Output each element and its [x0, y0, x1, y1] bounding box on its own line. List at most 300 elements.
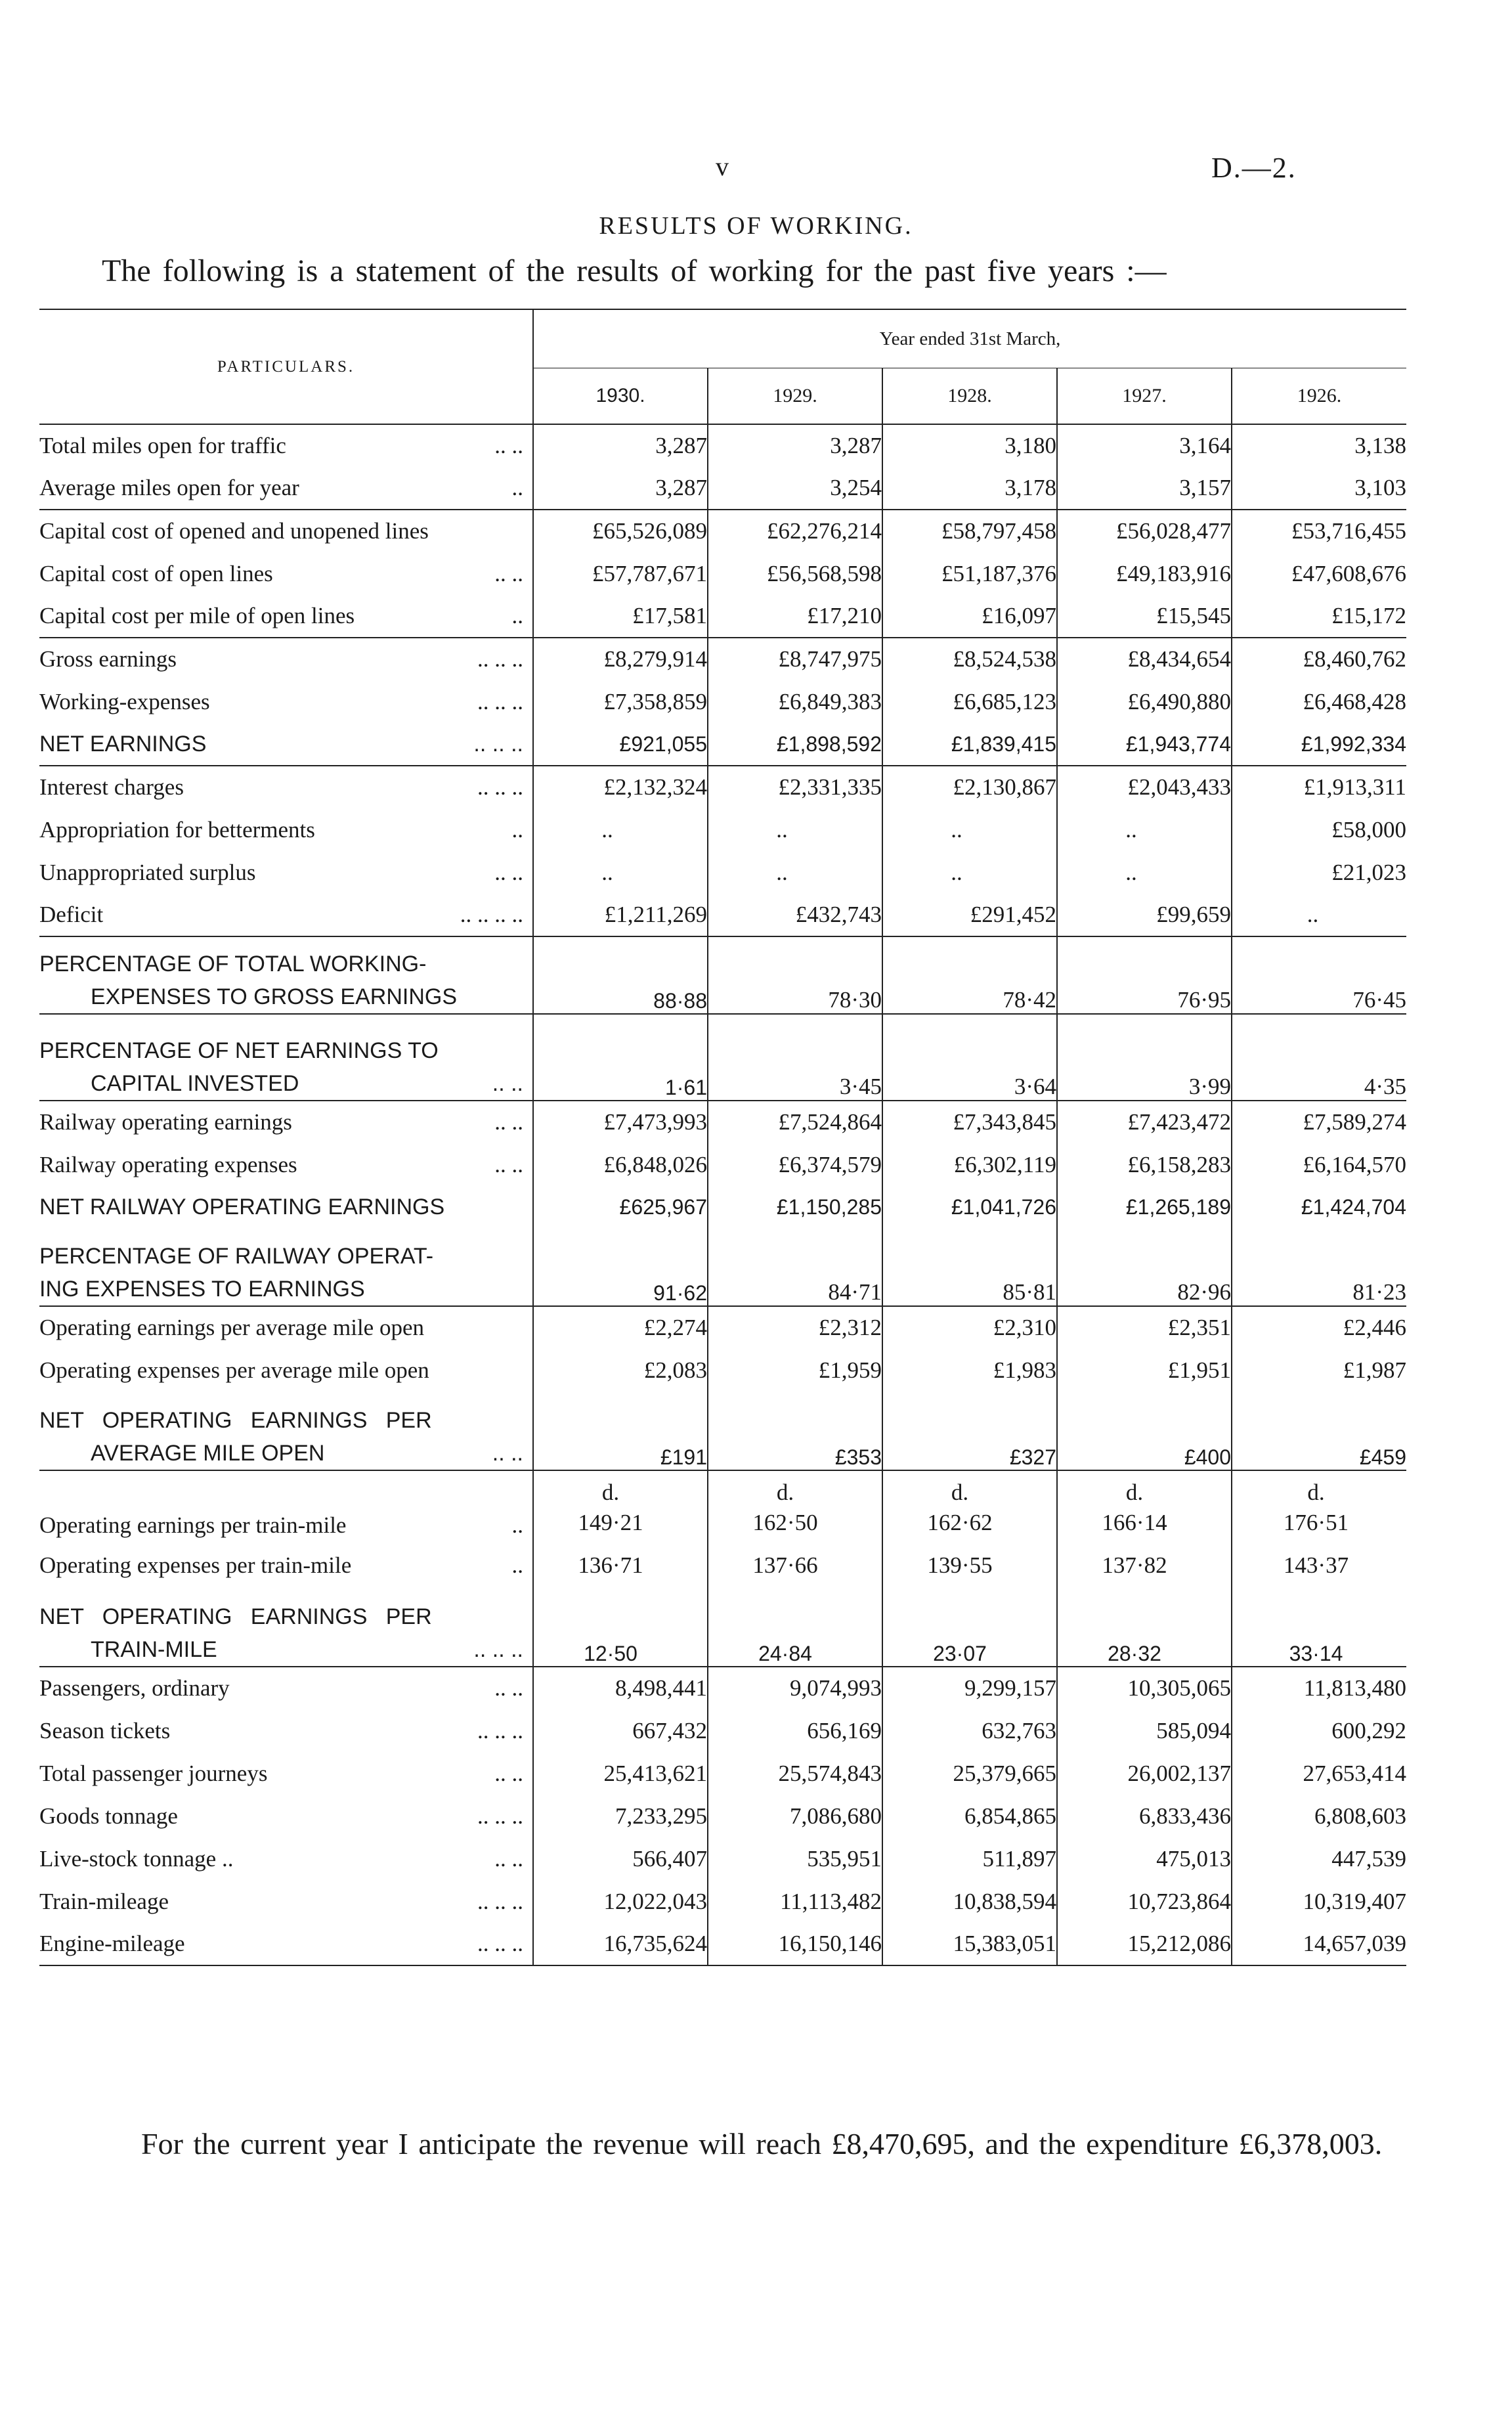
cell-1927: £2,351 [1057, 1306, 1232, 1349]
cell-1930: 91·62 [533, 1229, 708, 1306]
row-label-text: Capital cost of open lines [39, 560, 273, 586]
cell-1927: 26,002,137 [1057, 1752, 1232, 1795]
table-row [39, 1349, 1406, 1392]
cell-1929: £8,747,975 [708, 638, 882, 680]
cell-1929: 9,074,993 [708, 1667, 882, 1709]
table-row [39, 1752, 1406, 1795]
table-row [39, 1229, 1406, 1306]
row-label-text: Passengers, ordinary [39, 1675, 230, 1701]
row-label-text: Train-mileage [39, 1888, 169, 1914]
cell-1926: £15,172 [1232, 595, 1406, 638]
row-label-text: Operating earnings per average mile open [39, 1315, 424, 1340]
cell-1928: 85·81 [882, 1229, 1057, 1306]
cell-1930: 88·88 [533, 936, 708, 1014]
table-row [39, 1544, 1406, 1587]
row-label-text: Gross earnings [39, 646, 177, 672]
cell-1930: 566,407 [533, 1837, 708, 1880]
cell-1930: 1·61 [533, 1014, 708, 1101]
cell-1930: .. [533, 851, 708, 894]
cell-1928 [882, 1470, 1057, 1544]
row-label [39, 1667, 533, 1709]
row-label [39, 1306, 533, 1349]
cell-1926: 4·35 [1232, 1014, 1406, 1101]
cell-1928: 511,897 [882, 1837, 1057, 1880]
cell-1928: £8,524,538 [882, 638, 1057, 680]
cell-1930: 25,413,621 [533, 1752, 708, 1795]
cell-1930: £8,279,914 [533, 638, 708, 680]
row-label [39, 595, 533, 638]
row-label-text: Operating expenses per average mile open [39, 1357, 429, 1383]
row-label [39, 808, 533, 851]
cell-1927: £2,043,433 [1057, 766, 1232, 808]
table-row [39, 808, 1406, 851]
leader-dots: .. .. [494, 1845, 523, 1872]
table-row [39, 510, 1406, 552]
table-row [39, 1101, 1406, 1143]
row-label-text: Capital cost per mile of open lines [39, 603, 355, 628]
cell-1928: 139·55 [882, 1544, 1057, 1587]
cell-1928: £6,302,119 [882, 1143, 1057, 1186]
cell-1930: £2,132,324 [533, 766, 708, 808]
row-label-text: Season tickets [39, 1717, 171, 1743]
row-label-line2-text: CAPITAL INVESTED [91, 1071, 299, 1096]
row-label [39, 1795, 533, 1837]
row-label [39, 1923, 533, 1965]
cell-1928: 10,838,594 [882, 1880, 1057, 1923]
cell-1926: .. [1232, 894, 1406, 936]
leader-dots: .. .. [492, 1071, 523, 1096]
table-row [39, 638, 1406, 680]
row-label-text: Goods tonnage [39, 1803, 178, 1829]
cell-1929: £56,568,598 [708, 552, 882, 595]
cell-1930 [533, 1470, 708, 1544]
leader-dots: .. .. .. .. [460, 902, 523, 927]
row-label [39, 510, 533, 552]
cell-1930: 3,287 [533, 424, 708, 467]
cell-1928: £2,310 [882, 1306, 1057, 1349]
cell-1929: £7,524,864 [708, 1101, 882, 1143]
cell-1928: £1,839,415 [882, 723, 1057, 766]
cell-1926: £21,023 [1232, 851, 1406, 894]
cell-1929: £353 [708, 1392, 882, 1470]
table-row [39, 1923, 1406, 1965]
cell-1930: £921,055 [533, 723, 708, 766]
row-label [39, 1544, 533, 1587]
cell-1928: 25,379,665 [882, 1752, 1057, 1795]
cell-1929: 535,951 [708, 1837, 882, 1880]
row-label-line2: ING EXPENSES TO EARNINGS [39, 1277, 365, 1302]
cell-1930: 12,022,043 [533, 1880, 708, 1923]
cell-1928: 23·07 [882, 1587, 1057, 1667]
results-table [39, 309, 1406, 1966]
leader-dots: .. .. .. [477, 1931, 523, 1956]
cell-1929: 25,574,843 [708, 1752, 882, 1795]
row-label-text: Engine-mileage [39, 1931, 185, 1956]
cell-1930: £65,526,089 [533, 510, 708, 552]
year-header: 1930. [533, 368, 708, 425]
table-row [39, 595, 1406, 638]
closing-paragraph: For the current year I anticipate the revenue will reach £8,470,695, and the expenditure £6,378,003. [141, 2127, 1383, 2160]
table-row [39, 1587, 1406, 1667]
row-label [39, 552, 533, 595]
row-label [39, 424, 533, 467]
row-label-text: Unappropriated surplus [39, 859, 256, 885]
cell-1930: 7,233,295 [533, 1795, 708, 1837]
leader-dots: .. [511, 1512, 523, 1538]
cell-1929: 16,150,146 [708, 1923, 882, 1965]
cell-1927: 137·82 [1057, 1544, 1232, 1587]
leader-dots: .. .. .. [477, 1888, 523, 1914]
row-label-text: Live-stock tonnage .. [39, 1845, 234, 1872]
table-row [39, 1880, 1406, 1923]
row-label-text: Deficit [39, 902, 104, 927]
cell-1927: £56,028,477 [1057, 510, 1232, 552]
leader-dots: .. .. .. [477, 1803, 523, 1829]
cell-1930: £7,473,993 [533, 1101, 708, 1143]
cell-1928: £51,187,376 [882, 552, 1057, 595]
row-label-text: Appropriation for betterments [39, 816, 315, 843]
cell-1927: 10,723,864 [1057, 1880, 1232, 1923]
leader-dots: .. .. [494, 1675, 523, 1701]
cell-1927: 585,094 [1057, 1709, 1232, 1752]
cell-1929: £432,743 [708, 894, 882, 936]
cell-1927: £400 [1057, 1392, 1232, 1470]
table-row [39, 1014, 1406, 1101]
cell-1927: 3·99 [1057, 1014, 1232, 1101]
leader-dots: .. .. [494, 433, 523, 458]
cell-1929: 3,254 [708, 467, 882, 510]
leader-dots: .. .. .. [477, 1717, 523, 1743]
cell-1927: £6,490,880 [1057, 680, 1232, 723]
row-label [39, 851, 533, 894]
cell-1930: .. [533, 808, 708, 851]
cell-1926: £1,987 [1232, 1349, 1406, 1392]
cell-1930: £17,581 [533, 595, 708, 638]
cell-1926: £53,716,455 [1232, 510, 1406, 552]
leader-dots: .. [511, 475, 523, 500]
cell-value: 162·50 [752, 1509, 818, 1535]
cell-1929: £17,210 [708, 595, 882, 638]
row-label-text: Railway operating earnings [39, 1109, 292, 1135]
pence-unit: d. [1125, 1479, 1144, 1505]
cell-1926: 11,813,480 [1232, 1667, 1406, 1709]
cell-1928: .. [882, 851, 1057, 894]
year-header: 1928. [882, 368, 1057, 425]
cell-1928: £291,452 [882, 894, 1057, 936]
cell-1926: 600,292 [1232, 1709, 1406, 1752]
row-label [39, 1143, 533, 1186]
cell-1929: 24·84 [708, 1587, 882, 1667]
cell-1928: £327 [882, 1392, 1057, 1470]
cell-1926: £58,000 [1232, 808, 1406, 851]
leader-dots: .. .. .. [473, 731, 523, 756]
table-row [39, 1709, 1406, 1752]
cell-1926: £1,992,334 [1232, 723, 1406, 766]
cell-1927: £1,943,774 [1057, 723, 1232, 766]
leader-dots: .. [511, 603, 523, 628]
row-label [39, 1752, 533, 1795]
row-label [39, 1014, 533, 1101]
leader-dots: .. [511, 816, 523, 843]
row-label [39, 936, 533, 1014]
cell-1930: 136·71 [533, 1544, 708, 1587]
cell-1930: £57,787,671 [533, 552, 708, 595]
cell-1926: £6,468,428 [1232, 680, 1406, 723]
row-label-line1: PERCENTAGE OF TOTAL WORKING- [39, 952, 427, 976]
row-label [39, 1470, 533, 1544]
pence-unit: d. [601, 1479, 620, 1505]
row-label-text: Average miles open for year [39, 475, 299, 500]
cell-1929: £1,898,592 [708, 723, 882, 766]
cell-1927: 475,013 [1057, 1837, 1232, 1880]
cell-1930: £7,358,859 [533, 680, 708, 723]
row-label-text: Operating expenses per train-mile [39, 1552, 352, 1578]
cell-1926: 33·14 [1232, 1587, 1406, 1667]
leader-dots: .. .. .. [477, 688, 523, 714]
row-label [39, 1101, 533, 1143]
cell-1929: 137·66 [708, 1544, 882, 1587]
row-label [39, 1587, 533, 1667]
cell-1929: £1,959 [708, 1349, 882, 1392]
row-label-text: NET EARNINGS [39, 731, 207, 756]
cell-1930: 8,498,441 [533, 1667, 708, 1709]
leader-dots: .. .. [494, 1109, 523, 1135]
cell-1929: 3,287 [708, 424, 882, 467]
cell-1927: 76·95 [1057, 936, 1232, 1014]
pence-unit: d. [951, 1479, 969, 1505]
row-label [39, 680, 533, 723]
table-row [39, 1470, 1406, 1544]
leader-dots: .. .. [494, 560, 523, 586]
row-label [39, 766, 533, 808]
cell-1926: £47,608,676 [1232, 552, 1406, 595]
row-label [39, 1709, 533, 1752]
cell-value: 176·51 [1283, 1509, 1349, 1535]
row-label [39, 894, 533, 936]
cell-1926: £6,164,570 [1232, 1143, 1406, 1186]
pence-unit: d. [776, 1479, 794, 1505]
cell-1929: £2,331,335 [708, 766, 882, 808]
cell-1928: 3,180 [882, 424, 1057, 467]
cell-1927: £15,545 [1057, 595, 1232, 638]
table-row [39, 552, 1406, 595]
cell-value: 162·62 [927, 1509, 993, 1535]
year-header: 1927. [1057, 368, 1232, 425]
row-label [39, 638, 533, 680]
cell-1930: £191 [533, 1392, 708, 1470]
leader-dots: .. .. .. [477, 646, 523, 672]
row-label-line1: PERCENTAGE OF NET EARNINGS TO [39, 1038, 439, 1063]
cell-1927: .. [1057, 808, 1232, 851]
row-label-line2-text: TRAIN-MILE [91, 1637, 217, 1662]
cell-1929: 656,169 [708, 1709, 882, 1752]
leader-dots: .. .. .. [477, 774, 523, 800]
cell-1927 [1057, 1470, 1232, 1544]
table-row [39, 1795, 1406, 1837]
table-row [39, 1837, 1406, 1880]
cell-1930: £2,083 [533, 1349, 708, 1392]
cell-1927: 3,157 [1057, 467, 1232, 510]
cell-1927: £99,659 [1057, 894, 1232, 936]
leader-dots: .. .. .. [473, 1637, 523, 1662]
cell-1927: £6,158,283 [1057, 1143, 1232, 1186]
cell-1929: 78·30 [708, 936, 882, 1014]
row-label-text: NET RAILWAY OPERATING EARNINGS [39, 1195, 445, 1219]
table-row [39, 936, 1406, 1014]
table-row [39, 723, 1406, 766]
cell-1930: £2,274 [533, 1306, 708, 1349]
cell-1929: 11,113,482 [708, 1880, 882, 1923]
table-row [39, 1667, 1406, 1709]
cell-1930: 667,432 [533, 1709, 708, 1752]
cell-1929: 3·45 [708, 1014, 882, 1101]
cell-1928: .. [882, 808, 1057, 851]
cell-1926: 76·45 [1232, 936, 1406, 1014]
row-label [39, 723, 533, 766]
cell-1927: 15,212,086 [1057, 1923, 1232, 1965]
cell-value: 149·21 [578, 1509, 643, 1535]
row-label [39, 467, 533, 510]
row-label-line1: NET OPERATING EARNINGS PER [39, 1408, 432, 1433]
row-label [39, 1837, 533, 1880]
cell-1926: 81·23 [1232, 1229, 1406, 1306]
table-row [39, 1186, 1406, 1229]
cell-1928: £58,797,458 [882, 510, 1057, 552]
cell-1928: £6,685,123 [882, 680, 1057, 723]
cell-1927: £49,183,916 [1057, 552, 1232, 595]
cell-1926: 447,539 [1232, 1837, 1406, 1880]
cell-1926: 14,657,039 [1232, 1923, 1406, 1965]
cell-1926: 143·37 [1232, 1544, 1406, 1587]
cell-1928: £16,097 [882, 595, 1057, 638]
table-row [39, 1143, 1406, 1186]
cell-1926: 27,653,414 [1232, 1752, 1406, 1795]
row-label-text: Working-expenses [39, 688, 210, 714]
row-label-line1: PERCENTAGE OF RAILWAY OPERAT- [39, 1244, 434, 1269]
cell-1930: 3,287 [533, 467, 708, 510]
cell-1928: 3·64 [882, 1014, 1057, 1101]
row-label-text: Total miles open for traffic [39, 433, 286, 458]
cell-1928: 15,383,051 [882, 1923, 1057, 1965]
cell-1928: 9,299,157 [882, 1667, 1057, 1709]
table-row [39, 424, 1406, 467]
cell-1929: £62,276,214 [708, 510, 882, 552]
row-label-text: Railway operating expenses [39, 1151, 297, 1177]
row-label-text: Capital cost of opened and unopened lines [39, 518, 429, 544]
row-label [39, 1880, 533, 1923]
cell-1926: £1,913,311 [1232, 766, 1406, 808]
cell-1928: £7,343,845 [882, 1101, 1057, 1143]
cell-1926: £459 [1232, 1392, 1406, 1470]
row-label-text: Operating earnings per train-mile [39, 1512, 347, 1538]
row-label-text: Interest charges [39, 774, 184, 800]
row-label-line2 [39, 1067, 532, 1100]
cell-1927: £1,951 [1057, 1349, 1232, 1392]
row-label [39, 1392, 533, 1470]
cell-1927: £1,265,189 [1057, 1186, 1232, 1229]
row-label-line2-text: AVERAGE MILE OPEN [91, 1441, 325, 1466]
table-row [39, 851, 1406, 894]
cell-1929: .. [708, 808, 882, 851]
cell-1927: £8,434,654 [1057, 638, 1232, 680]
cell-1929: .. [708, 851, 882, 894]
cell-1928: £2,130,867 [882, 766, 1057, 808]
row-label-text: Total passenger journeys [39, 1760, 268, 1786]
row-label-line2 [39, 1437, 532, 1470]
cell-1929: £6,849,383 [708, 680, 882, 723]
table-row [39, 894, 1406, 936]
table-row [39, 1306, 1406, 1349]
document-reference: D.—2. [1211, 152, 1297, 184]
cell-1929: £1,150,285 [708, 1186, 882, 1229]
cell-1927: 3,164 [1057, 424, 1232, 467]
cell-1927: .. [1057, 851, 1232, 894]
row-label-line2: EXPENSES TO GROSS EARNINGS [91, 984, 458, 1009]
cell-1929: £6,374,579 [708, 1143, 882, 1186]
cell-1927: 6,833,436 [1057, 1795, 1232, 1837]
leader-dots: .. .. [494, 859, 523, 885]
cell-1926: 3,103 [1232, 467, 1406, 510]
cell-1928: 632,763 [882, 1709, 1057, 1752]
cell-1926: 3,138 [1232, 424, 1406, 467]
cell-1928: £1,983 [882, 1349, 1057, 1392]
cell-1928: 6,854,865 [882, 1795, 1057, 1837]
cell-1929: 84·71 [708, 1229, 882, 1306]
cell-1926: 6,808,603 [1232, 1795, 1406, 1837]
cell-1930: 12·50 [533, 1587, 708, 1667]
year-group-header: Year ended 31st March, [533, 309, 1406, 368]
cell-1929: 7,086,680 [708, 1795, 882, 1837]
cell-1926: £8,460,762 [1232, 638, 1406, 680]
row-label [39, 1229, 533, 1306]
leader-dots: .. .. [492, 1441, 523, 1466]
table-row [39, 766, 1406, 808]
page-number: v [716, 152, 729, 181]
leader-dots: .. [511, 1552, 523, 1578]
cell-1930: £625,967 [533, 1186, 708, 1229]
cell-1927: £7,423,472 [1057, 1101, 1232, 1143]
cell-1929: £2,312 [708, 1306, 882, 1349]
cell-1928: 78·42 [882, 936, 1057, 1014]
year-header: 1929. [708, 368, 882, 425]
cell-1928: 3,178 [882, 467, 1057, 510]
intro-paragraph: The following is a statement of the results of working for the past five years :— [102, 253, 1167, 288]
row-label-line2 [39, 1633, 532, 1666]
cell-1926: £2,446 [1232, 1306, 1406, 1349]
cell-value: 166·14 [1102, 1509, 1167, 1535]
table-row [39, 467, 1406, 510]
cell-1927: 10,305,065 [1057, 1667, 1232, 1709]
page-title: RESULTS OF WORKING. [599, 212, 913, 240]
cell-1927: 28·32 [1057, 1587, 1232, 1667]
cell-1930: 16,735,624 [533, 1923, 708, 1965]
row-label [39, 1349, 533, 1392]
cell-1926: 10,319,407 [1232, 1880, 1406, 1923]
cell-1930: £1,211,269 [533, 894, 708, 936]
year-header: 1926. [1232, 368, 1406, 425]
leader-dots: .. .. [494, 1760, 523, 1786]
pence-unit: d. [1307, 1479, 1325, 1505]
cell-1926 [1232, 1470, 1406, 1544]
row-label [39, 1186, 533, 1229]
leader-dots: .. .. [494, 1151, 523, 1177]
cell-1930: £6,848,026 [533, 1143, 708, 1186]
cell-1926: £7,589,274 [1232, 1101, 1406, 1143]
table-row [39, 680, 1406, 723]
cell-1929 [708, 1470, 882, 1544]
cell-1927: 82·96 [1057, 1229, 1232, 1306]
particulars-header: PARTICULARS. [39, 309, 533, 424]
